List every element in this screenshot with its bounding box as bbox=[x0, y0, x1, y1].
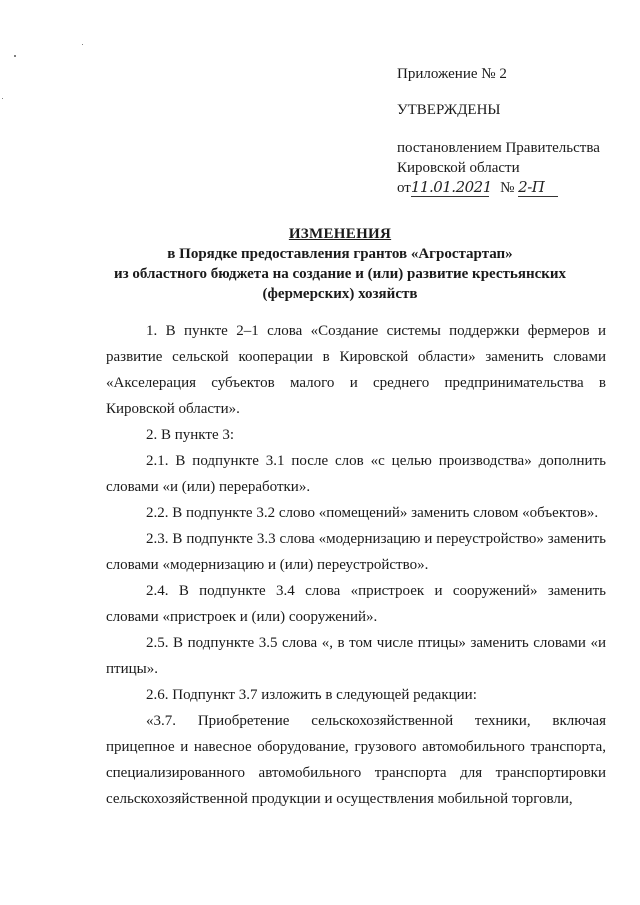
approval-block bbox=[397, 64, 627, 198]
paragraph-2-5: 2.5. В подпункте 3.5 слова «, в том числе птицы» заменить словами «и птицы». bbox=[106, 635, 606, 677]
paragraph-1: 1. В пункте 2–1 слова «Создание системы поддержки фермеров и развитие сельской кооперации в Кировской области» заменить словами «Акселерация субъектов малого и среднего предпринимательства в Кировской области». bbox=[106, 323, 606, 417]
approved-label: УТВЕРЖДЕНЫ bbox=[397, 102, 501, 118]
scan-speck bbox=[2, 98, 3, 99]
title-line-3: из областного бюджета на создание и (или) развитие крестьянских bbox=[113, 266, 567, 282]
approved-by-line2: Кировской области bbox=[397, 160, 520, 176]
date-prefix: от bbox=[397, 180, 411, 196]
paragraph-2-1: 2.1. В подпункте 3.1 после слов «с целью производства» дополнить словами «и (или) переработки». bbox=[106, 453, 606, 495]
document-body bbox=[106, 318, 606, 812]
appendix-label: Приложение № 2 bbox=[397, 66, 507, 82]
date-number-line bbox=[397, 178, 627, 198]
paragraph-2-3: 2.3. В подпункте 3.3 слова «модернизацию и переустройство» заменить словами «модернизацию и (или) переустройство». bbox=[106, 531, 606, 573]
title-line-4: (фермерских) хозяйств bbox=[262, 286, 418, 302]
paragraph-2-2: 2.2. В подпункте 3.2 слово «помещений» заменить словом «объектов». bbox=[146, 505, 599, 521]
document-title: ИЗМЕНЕНИЯ bbox=[288, 226, 392, 242]
title-line-2: в Порядке предоставления грантов «Агростартап» bbox=[167, 246, 513, 262]
approved-by-line1: постановлением Правительства bbox=[397, 140, 600, 156]
number-prefix: № bbox=[500, 180, 515, 196]
date-handwritten: 11.01.2021 bbox=[410, 178, 492, 196]
paragraph-2: 2. В пункте 3: bbox=[146, 427, 235, 443]
scan-speck bbox=[14, 55, 16, 57]
paragraph-2-6: 2.6. Подпункт 3.7 изложить в следующей редакции: bbox=[146, 687, 477, 703]
number-handwritten: 2-П bbox=[518, 179, 558, 197]
scan-speck bbox=[82, 44, 83, 45]
paragraph-quote-3-7: «3.7. Приобретение сельскохозяйственной техники, включая прицепное и навесное оборудование, грузового автомобильного транспорта, специализированного автомобильного транспорта для транспортировки сельскохозяйственной продукции и осуществления мобильной торговли, bbox=[106, 713, 606, 807]
document-title-block bbox=[100, 224, 580, 304]
paragraph-2-4: 2.4. В подпункте 3.4 слова «пристроек и сооружений» заменить словами «пристроек и (или) сооружений». bbox=[106, 583, 606, 625]
